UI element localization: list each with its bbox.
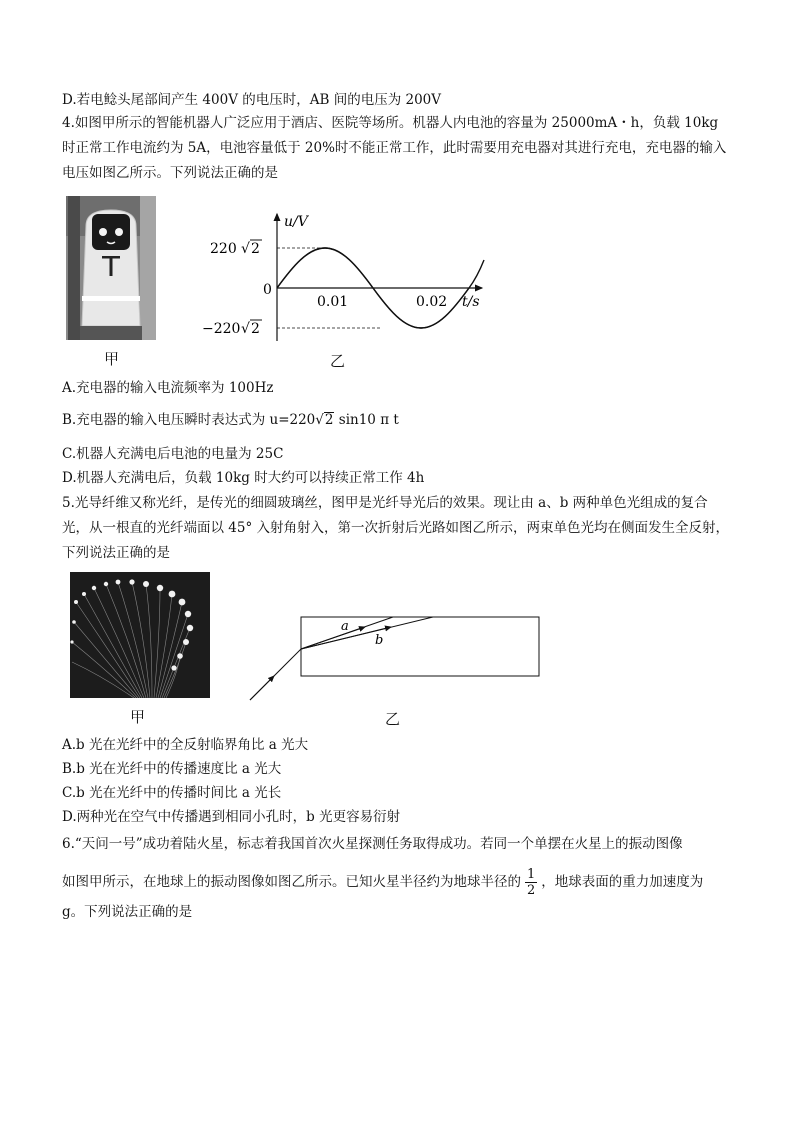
- q4-option-d: D.机器人充满电后，负载 10kg 时大约可以持续正常工作 4h: [62, 470, 425, 486]
- fiber-optics-photo: [70, 572, 210, 698]
- robot-photo: [66, 196, 156, 340]
- q4-option-c: C.机器人充满电后电池的电量为 25C: [62, 446, 284, 462]
- q4-caption-b: 乙: [330, 352, 346, 370]
- q4-option-b: B.充电器的输入电压瞬时表达式为 u=220√2 sin10 π t: [62, 412, 399, 428]
- q6-fraction: $\frac{1}{2}$: [527, 867, 536, 898]
- q5-caption-a: 甲: [130, 708, 146, 726]
- q4-option-b-prefix: B.充电器的输入电压瞬时表达式为 u=220: [62, 412, 316, 428]
- q5-stem: 5.光导纤维又称光纤，是传光的细圆玻璃丝，图甲是光纤导光后的效果。现让由 a、b 两种单色光组成的复合光，从一根直的光纤端面以 45° 入射角射入，第一次折射后光路如图乙所示，两束单色光均在侧面发生全反射，下列说法正确的是: [62, 495, 730, 561]
- q6-stem-line-1: 6.“天问一号”成功着陆火星，标志着我国首次火星探测任务取得成功。若同一个单摆在火星上的振动图像: [62, 836, 683, 852]
- fiber-light-path-diagram: [240, 608, 550, 708]
- y-axis-label: u/V: [284, 214, 308, 230]
- x-axis-label: t/s: [462, 294, 480, 310]
- q5-option-c: C.b 光在光纤中的传播时间比 a 光长: [62, 785, 282, 801]
- origin-label: 0: [263, 282, 272, 298]
- q6-stem-line-2: [62, 864, 703, 900]
- y-min-sqrt: 2: [251, 321, 260, 337]
- voltage-sine-graph: [200, 208, 500, 348]
- y-max-sqrt: 2: [251, 241, 260, 257]
- q4-stem: 4.如图甲所示的智能机器人广泛应用于酒店、医院等场所。机器人内电池的容量为 25000mA・h，负载 10kg 时正常工作电流约为 5A，电池容量低于 20%时不能正常工作，此时需要用充电器对其进行充电，充电器的输入电压如图乙所示。下列说法正确的是: [62, 115, 727, 181]
- tick-label-0-02: 0.02: [416, 294, 448, 310]
- y-min-label: −220: [202, 321, 241, 337]
- ray-a-label: a: [341, 619, 349, 634]
- q6-stem-2a: 如图甲所示，在地球上的振动图像如图乙所示。已知火星半径约为地球半径的: [62, 874, 521, 890]
- q3-option-d: D.若电鲶头尾部间产生 400V 的电压时，AB 间的电压为 200V: [62, 92, 442, 108]
- q5-option-b: B.b 光在光纤中的传播速度比 a 光大: [62, 761, 282, 777]
- q5-option-d: D.两种光在空气中传播遇到相同小孔时，b 光更容易衍射: [62, 809, 401, 825]
- svg-text:√: √: [241, 241, 250, 257]
- q5-option-a: A.b 光在光纤中的全反射临界角比 a 光大: [62, 737, 309, 753]
- fiber-rectangle: [301, 617, 539, 676]
- y-max-label: 220: [210, 241, 237, 257]
- q5-caption-b: 乙: [385, 710, 401, 728]
- q6-stem-line-3: g。下列说法正确的是: [62, 904, 193, 920]
- q4-option-b-suffix: sin10 π t: [338, 412, 399, 428]
- ray-b-label: b: [375, 633, 384, 648]
- q4-caption-a: 甲: [104, 350, 120, 368]
- q6-stem-2b: ，地球表面的重力加速度为: [541, 874, 704, 890]
- tick-label-0-01: 0.01: [317, 294, 349, 310]
- q4-option-a: A.充电器的输入电流频率为 100Hz: [62, 380, 274, 396]
- q4-option-b-sqrt: 2: [324, 412, 334, 428]
- svg-text:√: √: [241, 321, 250, 337]
